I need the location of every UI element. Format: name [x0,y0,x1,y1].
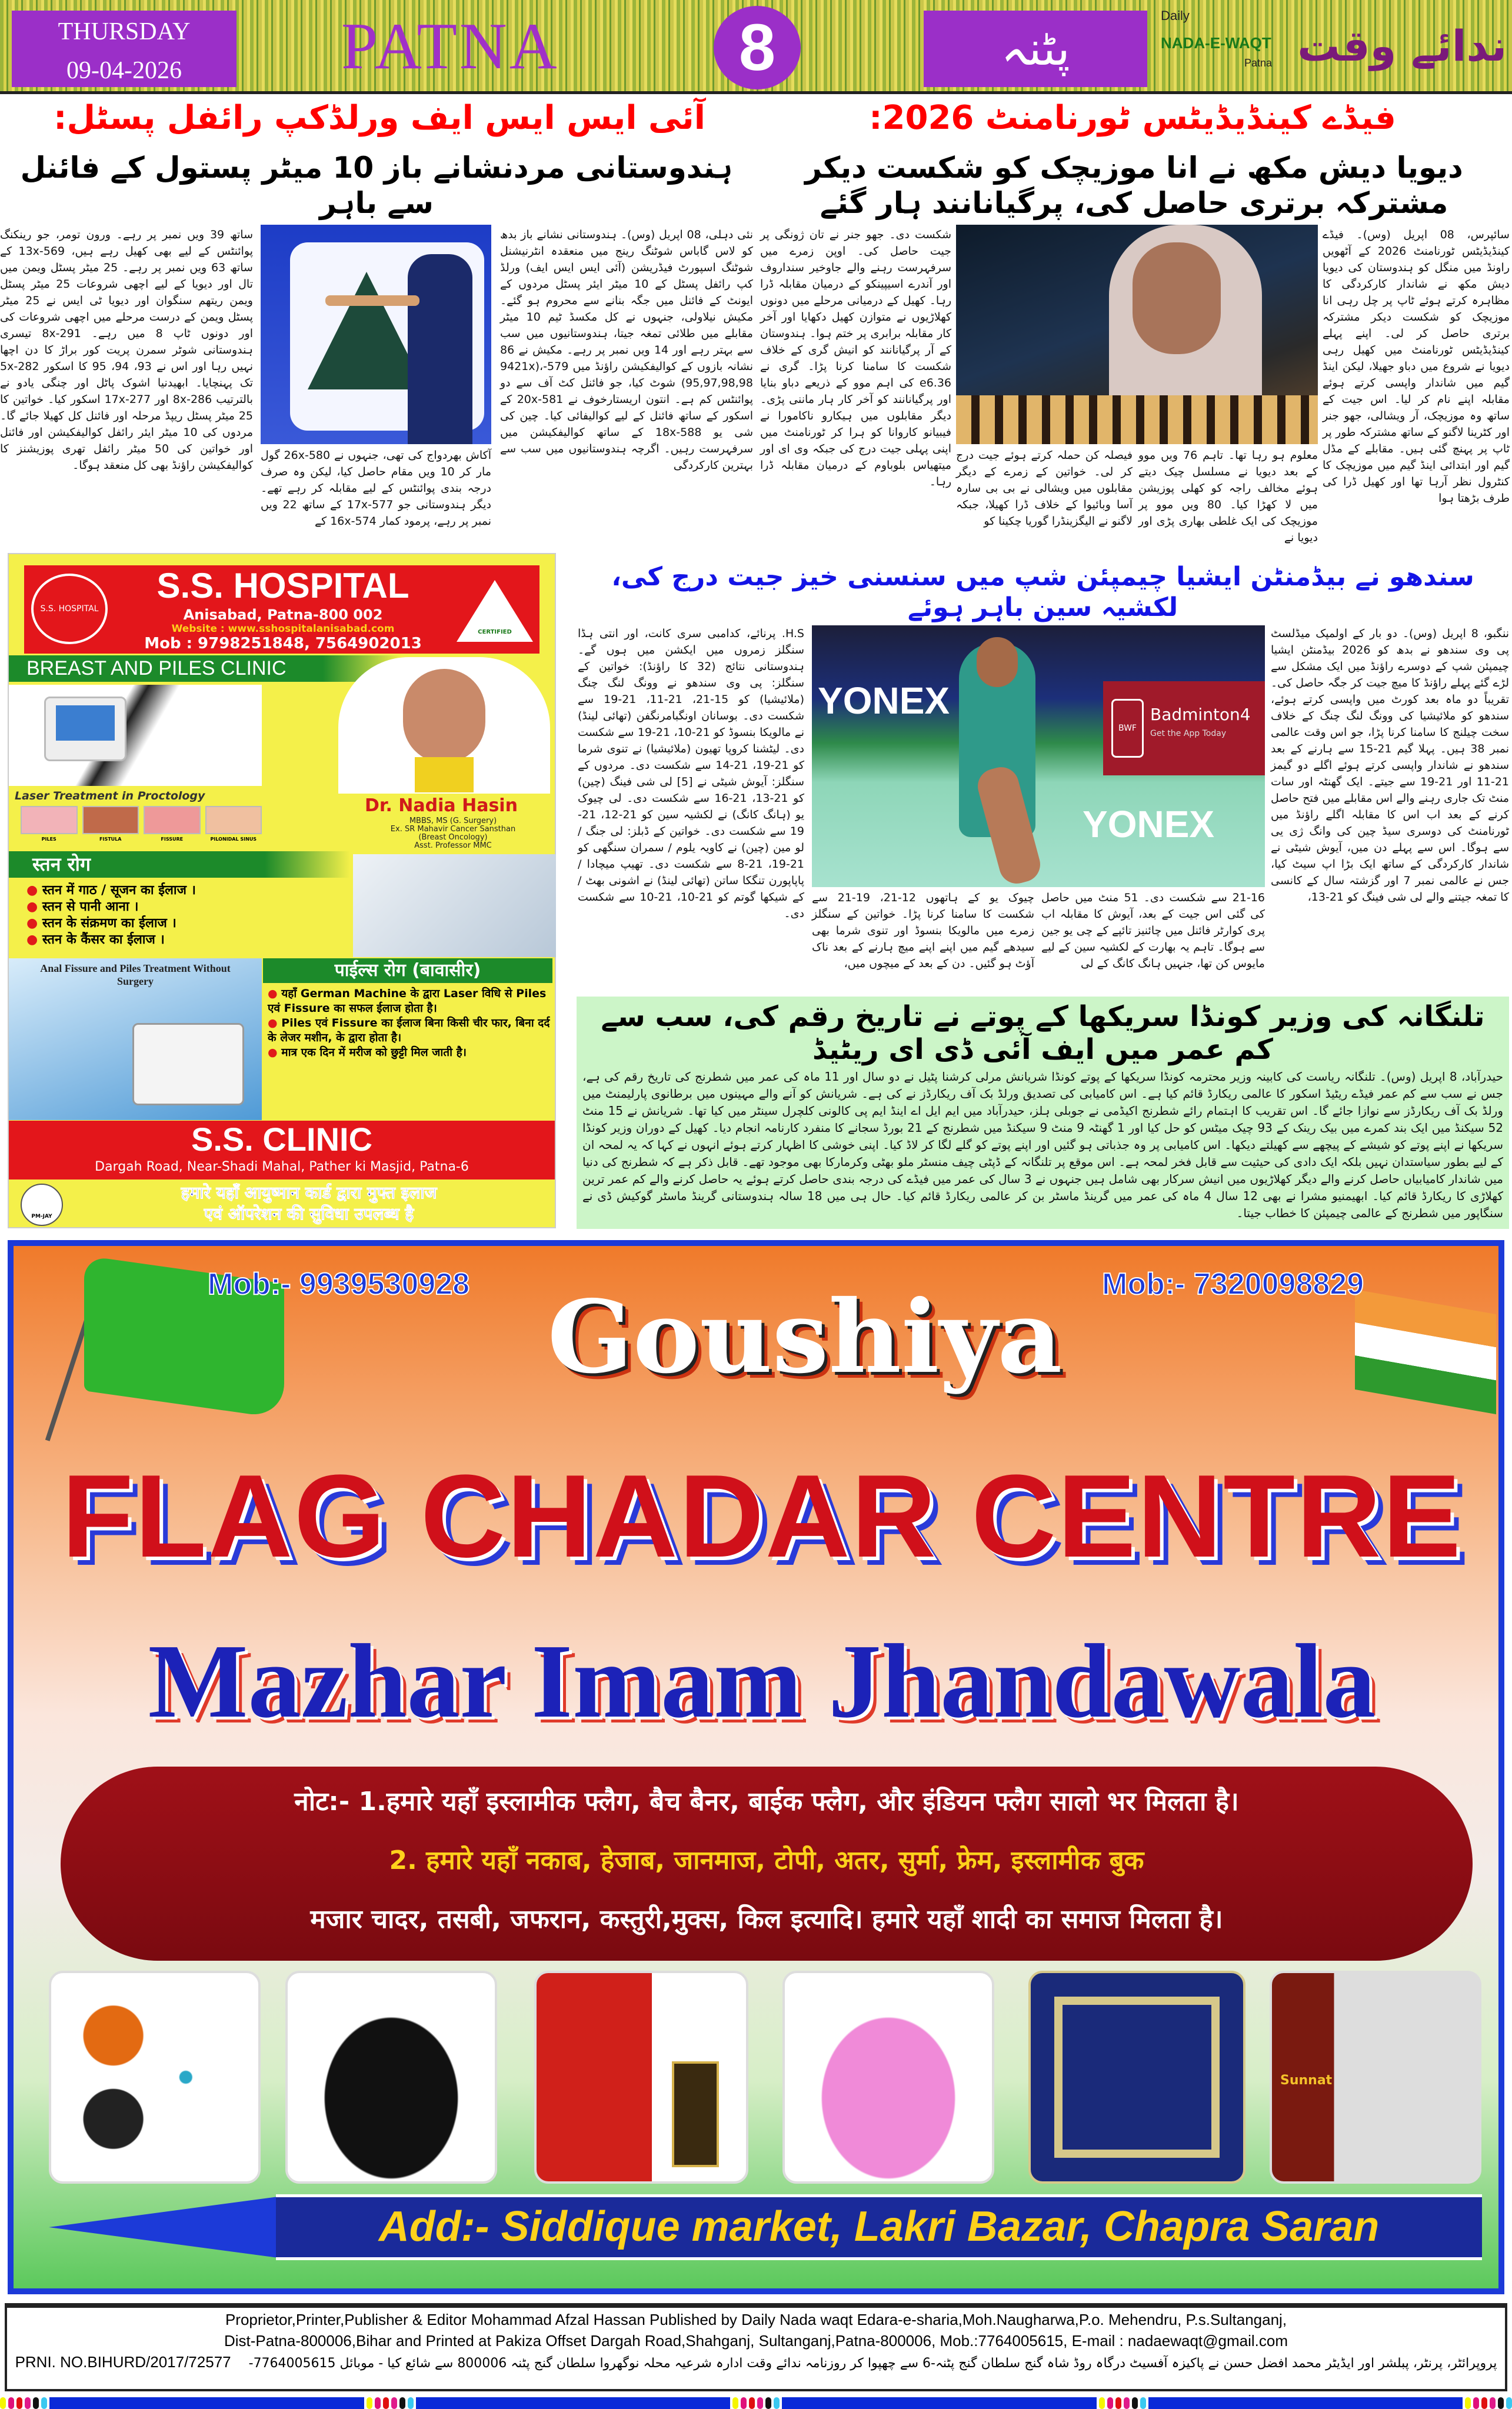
hospital-website: Website : www.sshospitalanisabad.com [171,623,395,635]
note-line: मजार चादर, तसबी, जफरान, कस्तुरी,मुक्स, किल इत्यादि। हमारे यहाँ शादी का समाज मिलता है। [310,1904,1223,1934]
page-number: 8 [714,6,801,89]
registration-dot [375,2397,381,2409]
imprint-line-2: Dist-Patna-800006,Bihar and Printed at Pakiza Offset Dargah Road,Shahganj, Sultanganj,Patna-800006, Mob.:7764005615, E-mail : nadaewaqt@gmail.com [224,2332,1288,2350]
article-chess-col1: سائپرس، 08 اپریل (وس)۔ فیڈے کینڈیڈیٹس ٹورنامنٹ 2026 کے آٹھویں راونڈ میں منگل کو ہندوستان کی دیویا دیش مکھ نے شاندار کارکردگی کا مظاہرہ کرتے ہوئے ٹاپ پر چل رہی انا موزیچک کو شکست دیکر مشترکہ برتری حاصل کر لی۔ اپنے پہلے کینڈیڈیٹس ٹورنامنٹ میں کھیل رہی دیویا نے شروع میں دباو جھیلا، لیکن اینڈ گیم میں شاندار واپسی کرتے ہوئے مقابلہ اپنے نام کر لیا۔ اس جیت کے ساتھ وہ موزیچک، آر ویشالی، جھو جنر اور کٹرینا لاگنو کے ساتھ مشترکہ طور پر ٹاپ پر پہنچ گئی ہیں۔ مقابلے کے مڈل گیم اور ابتدائی اینڈ گیم میں موزیچک کا کنٹرول نظر آرہا تھا اور کھیل ڈرا کی طرف بڑھتا ہوا [1323,228,1510,505]
shooter-photo [261,225,491,444]
title-flag-chadar-centre: FLAG CHADAR CENTRE [61,1451,1463,1582]
pmjay-logo: PM-JAY [21,1184,63,1226]
hospital-seal: S.S. HOSPITAL [31,574,108,644]
doctor-credentials [356,817,550,850]
mobile-left: Mob:- 9939530928 [208,1267,470,1301]
thumb-label: PILES [41,837,56,842]
condition-labels [21,837,262,842]
registration-dot [774,2397,780,2409]
headline-badminton: سندھو نے بیڈمنٹن ایشیا چیمپئن شپ میں سنسنی خیز جیت درج کی، لکشیہ سین باہر ہوئے [611,562,1474,622]
registration-dot [1099,2397,1105,2409]
breast-treatment-list [26,882,344,948]
laser-caption: Laser Treatment in Proctology [15,789,205,802]
bwf-logo: BWF [1111,699,1144,758]
chess-player-photo [956,225,1318,444]
registration-dot [383,2397,389,2409]
arrow-left-icon [49,2194,296,2260]
list-item: ● यहाँ German Machine के द्वारा Laser विधि से Piles एवं Fissure का सफल ईलाज होता है। [268,987,547,1015]
registration-dot [1498,2397,1504,2409]
flag-chadar-advertisement [8,1240,1504,2294]
registration-dot [391,2397,397,2409]
thumb-label: FISTULA [99,837,122,842]
issue-date: 09-04-2026 [66,57,182,84]
registration-dot [757,2397,763,2409]
fissure-treatment-image [9,958,262,1120]
article-chess-col2: معلوم ہو رہا تھا۔ تاہم 76 ویں موو کے بعد دیویا نے مسلسل چیک دیتے ہوئے مخالف راجہ کو کھلی پوزیشن میں لا کھڑا کیا۔ 80 ویں موو پر موزیچک کی ایک غلطی بھاری پڑی اور دیویا نے [1138,449,1318,544]
brand-goushiya: Goushiya [547,1278,1063,1396]
ayushman-notice [74,1182,544,1225]
hospital-header [24,565,539,654]
app-banner-text: Badminton4 [1150,705,1251,724]
app-banner-subtext: Get the App Today [1150,729,1227,738]
product-hijab [782,1971,994,2184]
registration-dot [25,2397,31,2409]
list-item: ● स्तन के संक्रमण का ईलाज । [26,916,176,931]
registration-block [49,2397,364,2409]
hospital-name: S.S. HOSPITAL [156,566,409,605]
clinic-address: Dargah Road, Near-Shadi Mahal, Pather ki Masjid, Patna-6 [95,1159,469,1174]
credential: Ex. SR Mahavir Cancer Sansthan [390,825,516,834]
registration-dot [741,2397,747,2409]
registration-dot [765,2397,771,2409]
registration-dot [1481,2397,1487,2409]
ss-clinic-band [9,1121,555,1179]
list-item: ● Piles एवं Fissure का ईलाज बिना किसी चीर फार, बिना दर्द के लेजर मशीन, के द्वारा होता है। [268,1017,550,1044]
article-badminton-col4: H.S. پرنائے، کدامبی سری کانت، اور انتی ہڈا سنگلز زمروں میں ایکشن میں ہوں گے۔ ہندوستانی نتائج (32 کا راؤنڈ): خواتین کے سنگلز: پی وی سندھو نے وونگ لنگ چنگ (ملائیشیا) کو 15-21، 21-11، 21-19 سے شکست دی۔ بوسانان اونگبامرنگفن (تھائی لینڈ) نے مالویکا بنسوڈ کو 21-10، 21-19 سے شکست دی۔ لیٹشنا کروپا تھیون (ملائیشیا) نے تنوی شرما کو 21-19، 21-14 سے شکست دی۔ مردوں کے سنگلز: آیوش شیٹی نے [5] لی شی فینگ (چین) کو 21-13، 21-16 سے شکست دی۔ لی چیوک یو (ہانگ کانگ) نے لکشیہ سین کو 21-12، 21-19 سے شکست دی۔ خواتین کے ڈبلز: لی جنگ / لو مین (چین) نے کاویہ یلوم / سمران سنگھی کو 21-19، 21-8 سے شکست دی۔ تھیپ میچادا / پاپاپورن تنگکا ساتن (تھائی لینڈ) نے اشونی بھٹ / کے شیکھا گوتم کو 21-10، 21-10 سے شکست دی۔ [578,627,805,920]
logo-daily: Daily [1161,8,1190,23]
hospital-address: Anisabad, Patna-800 002 [183,607,383,623]
doctor-name: Dr. Nadia Hasin [365,795,518,816]
registration-dot [1465,2397,1471,2409]
weekday: THURSDAY [58,18,191,45]
registration-block [782,2397,1097,2409]
article-chess-col4: شکست دی۔ جھو جنر نے تان ژونگی پر جیت حاصل کی۔ اوپن زمرے میں سرفہرست رہنے والے جاوخیر سنداروف اور آندرے اسیپینکو کے درمیان مقابلہ ڈرا رہا۔ کھیل کے درمیانی مرحلے میں دونوں کھلاڑیوں نے متوازن کھیل دکھایا اور آخر کار مقابلہ برابری پر ختم ہوا۔ ہندوستان کے آر پرگیانانند کو انیش گری کے خلاف شکست کا سامنا کرنا پڑا۔ گری نے e6.36 کی اہم موو کے ذریعے دباو بنایا اور پرگیانانند کو آخر کار ہار ماننی پڑی۔ دیگر مقابلوں میں ہیکارو ناکامورا نے فیبیانو کاروانا کو ہرا کر ٹورنامنٹ میں اپنی پہلی جیت درج کی جبکہ وی ای اور میتھیاس بلوباوم کے درمیان مقابلہ ڈرا رہا۔ [760,228,951,488]
mammography-photo [353,854,556,957]
piles-heading: पाईल्स रोग (बावासीर) [263,958,552,983]
edition-city: PATNA [341,10,559,83]
registration-dot [1124,2397,1130,2409]
imprint-line-1: Proprietor,Printer,Publisher & Editor Mohammad Afzal Hassan Published by Daily Nada waqt Edara-e-sharia,Moh.Naugharwa,P.o. Mehendru, P.s.Sultanganj, [225,2311,1287,2328]
breast-disease-heading: स्तन रोग [9,851,350,878]
breast-piles-clinic-band: BREAST AND PILES CLINIC [9,655,401,682]
imprint-footer [5,2303,1507,2391]
registration-dot [732,2397,738,2409]
registration-dot [367,2397,372,2409]
registration-dot [1506,2397,1512,2409]
thumb-label: PILONIDAL SINUS [210,837,257,842]
registration-dot [399,2397,405,2409]
logo-city: Patna [1244,57,1273,69]
yonex-banner: YONEX [1083,803,1215,845]
mobile-right: Mob:- 7320098829 [1102,1267,1364,1301]
clinic-name: S.S. CLINIC [191,1121,373,1158]
note-line: नोट:- 1.हमारे यहाँ इस्लामीक फ्लैग, बैच बैनर, बाईक फ्लैग, और इंडियन फ्लैग सालो भर मिलता है। [294,1787,1239,1817]
product-prayer-mat [1028,1971,1245,2184]
telangana-article [577,997,1509,1229]
headline-shooting: ہندوستانی مردنشانے باز 10 میٹر پستول کے فائنل سے باہر [20,151,733,220]
registration-block [416,2397,731,2409]
section-head-shooting: آئی ایس ایس ایف ورلڈکپ رائفل پسٹل: [54,99,705,137]
note-line: 2. हमारे यहाँ नकाब, हेजाब, जानमाज, टोपी, अतर, सुर्मा, फ्रेम, इस्लामीक बुक [389,1845,1144,1875]
credential: Asst. Professor MMC [414,841,492,850]
registration-dot [41,2397,47,2409]
article-chess-col3: فیصلہ کن حملہ کرتے ہوئے جیت درج کر لی۔ خواتین کے زمرے کے دیگر مقابلوں میں ویشالی نے بی بی سارہ آسا وبائیوا کے خلاف ڈرا کھیلا، جبکہ لاگنو نے الیگزینڈرا گوریا چکینا کو [956,449,1133,528]
yonex-banner: YONEX [818,679,950,722]
article-shooting-col2: آکاش بھردواج کی تھی، جنہوں نے 580-26x گول مار کر 10 ویں مقام حاصل کیا، لیکن وہ صرف درجہ بندی پوائنٹس کے لیے مقابلہ کر رہے تھے۔ دیگر ہندوستانی جو 577-17x کے ساتھ 22 ویں نمبر پر رہے، پرمود کمار 574-16x کے [261,449,491,528]
color-registration-bar [0,2397,1512,2409]
surma-label: Sunnat [1280,2073,1333,2088]
headline-telangana: تلنگانہ کی وزیر کونڈا سریکھا کے پوتے نے تاریخ رقم کی، سب سے کم عمر میں ایف آئی ڈی ای ریٹیڈ [601,1000,1485,1066]
newspaper-logo [1156,5,1509,91]
certified-badge-text: CERTIFIED [478,629,512,635]
owner-name: Mazhar Imam Jhandawala [148,1622,1376,1740]
registration-block [1148,2397,1463,2409]
edition-city-urdu: پٹنہ [924,11,1147,87]
registration-dot [1132,2397,1138,2409]
logo-urdu: ندائے وقت [1297,21,1507,71]
list-item: ● स्तन में गाठ / सूजन का ईलाज । [26,883,196,898]
registration-dot [1490,2397,1496,2409]
article-shooting-col1: نئی دہلی، 08 اپریل (وس)۔ ہندوستانی نشانے باز بدھ کو لاس گاباس شوٹنگ رینج میں منعقدہ انٹرنیشنل شوٹنگ اسپورٹ فیڈریشن (آئی ایس ایس ایف) ورلڈ کپ رائفل پسٹل کے 10 میٹر ایئر پسٹل مردوں کے ایونٹ کے فائنل میں جگہ بنانے سے محروم ہو گئے۔ مکیش نیلاولی، جنہوں نے کل مکسڈ ٹیم 10 میٹر مقابلے میں طلائی تمغہ جیتا، ہندوستانیوں میں سب سے بہتر رہے اور 14 ویں نمبر پر رہے۔ مکیش نے 86 نشانہ بازوں کے کوالیفکیشن راؤنڈ میں 579-9421x)، (95,97,98,98 شوٹ کیا، جو فائنل کٹ آف سے دو پوائنٹس کم ہے۔ انتون اریستارخوف نے 581-20x کے اسکور کے ساتھ فائنل کے لیے کوالیفائی کیا۔ چین کی شی یو 588-18x کے ساتھ کوالیفکیشن میں سرفہرست رہیں۔ اگرچہ ہندوستانیوں میں سب سے بہترین کارکردگی [500,228,754,472]
prni-number: PRNI. NO.BIHURD/2017/72577 [15,2353,231,2371]
thumb-label: FISSURE [161,837,184,842]
date-box [12,11,237,87]
ayushman-line: हमारे यहाँ आयुष्मान कार्ड द्वारा मुफ्त इलाज [181,1183,437,1202]
indian-flag-icon [1355,1290,1496,1414]
article-shooting-col3: ساتھ 39 ویں نمبر پر رہے۔ ورون تومر، جو رینکنگ پوائنٹس کے لیے بھی کھیل رہے ہیں، 569-13x کے ساتھ 63 ویں نمبر پر رہے۔ 25 میٹر پسٹل ویمن میں تال اور دیویا کے لیے اچھی شروعات 25 میٹر پسٹل ویمن ریتھم سنگوان اور دیویا ٹی ایس نے 25 میٹر پسٹل ویمن کے درست مرحلے میں اچھی شروعات کی اور دونوں ٹاپ 8 میں رہے۔ 291-8x تیسری ہندوستانی شوٹر سمرن پریت کور براڑ کا دن اچھا نہیں رہا اور اس نے 93، 94، 95 کا اسکور 282-5x تک پہنچایا۔ ابھیدنیا اشوک پاٹل اور چنگی یادو نے بالترتیب 286-8x اور 277-17x اسکور کیا۔ خواتین کا 25 میٹر پسٹل ریپڈ مرحلہ اور فائنل کل کھیلا جائے گا۔ مردوں کی 10 میٹر ایئر رائفل کوالیفکیشن اور فائنل اور خواتین کی 50 میٹر رائفل تھری پوزیشنز کا کوالیفکیشن راؤنڈ بھی کل منعقد ہوگا۔ [0,228,254,472]
registration-dot [8,2397,14,2409]
hospital-advertisement [8,553,556,1228]
notes-panel [61,1767,1473,1961]
list-item: ● स्तन के कैंसर का ईलाज । [26,932,165,947]
list-item: ● स्तन से पानी आना । [26,899,139,914]
ayushman-line: एवं ऑपरेशन की सुविधा उपलब्ध है [204,1204,414,1224]
registration-dot [33,2397,39,2409]
product-surma [1270,1971,1481,2184]
article-badminton-col1: ننگبو، 8 اپریل (وس)۔ دو بار کے اولمپک میڈلسٹ پی وی سندھو نے بدھ کو 2026 بیڈمنٹن ایشیا چیمپئن شپ کے دوسرے راؤنڈ میں ایک مشکل سے لڑے گئے پہلے راؤنڈ کا میچ جیت کر جگہ حاصل کی۔ تقریباً دو ماہ بعد کورٹ میں واپسی کرتے ہوئے، سندھو کو ملائیشیا کی وونگ لنگ چنگ کے خلاف سخت چیلنج کا سامنا کرنا پڑا، جو اس وقت عالمی نمبر 38 ہیں۔ پہلا گیم 21-15 سے ہارنے کے بعد سندھو نے شاندار واپسی کرتے ہوئے اگلے دو گیمز 21-11 اور 21-19 سے جیتے۔ ایک گھنٹہ اور سات منٹ تک جاری رہنے والے اس مقابلے میں فتح حاصل کرنے کے بعد اب اس کا مقابلہ اگلے راؤنڈ میں ٹورنامنٹ کی دوسری سیڈ چین کی وانگ ژی یی سے ہوگا۔ اس سے پہلے دن میں، آیوش شیٹی نے شاندار کارکردگی کے ساتھ ایک بڑا اپ سیٹ کیا، جس نے عالمی نمبر 7 اور گزشتہ سال کے کانسی کا تمغہ جیتنے والے لی شی فینگ کو 21-13، [1271,627,1510,904]
registration-dot [1140,2397,1146,2409]
registration-dot [408,2397,414,2409]
fissure-caption: Anal Fissure and Piles Treatment Without Surgery [40,962,231,987]
masthead [0,0,1512,94]
article-badminton-col3: چیوک یو کے ہاتھوں 12-21، 19-21 سے شکست کا سامنا کرنا پڑا۔ خواتین کے سنگلز زمرے میں مالویکا بنسوڈ اور تنوی شرما بھی سیدھے گیم میں اپنے اپنے میچ ہارنے کے بعد ناک آؤٹ ہو گئیں۔ دن کے بعد کے میچوں میں، [812,891,1035,970]
section-head-chess: فیڈے کینڈیڈیٹس ٹورنامنٹ 2026: [869,99,1396,137]
badminton-player-photo [812,625,1265,887]
product-niqab [285,1971,497,2184]
credential: (Breast Oncology) [418,833,488,842]
article-badminton-col2: 21-16 سے شکست دی۔ 51 منٹ میں حاصل کی گئی اس جیت کے بعد، آیوش کا مقابلہ اب پری کوارٹر فائنل میں چائنیز تائپے کے چی یو جین سے ہوگا۔ تاہم یہ بھارت کے لکشیہ سین کے لیے مایوس کن تھا، جنہیں ہانگ کانگ کے لی [1041,891,1265,970]
bwf-banner [1103,681,1265,775]
article-telangana-body: حیدرآباد، 8 اپریل (وس)۔ تلنگانہ ریاست کی کابینہ وزیر محترمہ کونڈا سریکھا کے پوتے کونڈا شریانش مرلی کرشنا پٹیل نے دو سال اور 11 ماہ کی عمر میں شطرنج کی تاریخ رقم کی ہے، جس نے سب سے کم عمر فیڈے ریٹیڈ اسکور کا عالمی ریکارڈ قائم کیا ہے۔ اس کامیابی کی تصدیق ورلڈ بک آف ریکارڈز نے کی ہے۔ شریانش کو آنے والے مہینوں میں برطانوی پارلیمنٹ میں ورلڈ بک آف ریکارڈز سے نوازا جائے گا۔ اس تقریب کا اہتمام رائے شطرنج اکیڈمی نے جوبلی ہلز، حیدرآباد میں ایم ایل اے اینڈ ایم پی کالونی کلچرل سینٹر میں کیا تھا۔ شریانش نے 15 منٹ 52 سیکنڈ میں ایک بند کمرے میں بیک رینک کے 93 چیک میٹس کو حل کیا اور 1 گھنٹہ 9 منٹ 9 سیکنڈ میں شطرنج کے 21 بورڈ سجانے کا منفرد کارنامہ انجام دیا۔ کھیل کے دوران وزیر کونڈا سریکھا نے اپنے پوتے کو شیشے کے پیچھے سے کھیلتے دیکھا۔ اس کامیابی پر وہ جذباتی ہو گئیں اور اپنے پوتے کو گلے لگا کر لاڈ کیا۔ اپنی خوشی کا اظہار کرتے ہوئے انہوں نے کہا کہ یہ لمحہ ان کے لیے بطور سیاستدان نہیں بلکہ ایک دادی کی حیثیت سے قابل فخر لمحہ ہے۔ اس موقع پر تلنگانہ کے ڈپٹی چیف منسٹر ملو بھٹی وکرمارکا بھی موجود تھے۔ قابل ذکر ہے کہ شطرنج کی دنیا میں شاندار کامیابیاں حاصل کرنے والے دیگر کھلاڑیوں میں انیش سرکار بھی شامل ہیں جنہوں نے 3 سال کی عمر میں فیڈے کی درجہ بندی حاصل کرتے ہوئے یہ حاصل کرنے والے کم عمر ترین کھلاڑی کا ریکارڈ قائم کیا۔ ابھیمنیو مشرا نے بھی 12 سال 4 ماہ کی عمر میں گرینڈ ماسٹر بن کر عالمی ریکارڈ قائم کیا۔ حال ہی میں 18 سالہ ہندوستانی گرینڈ ماسٹر گوکیش ڈی نے سنگاپور میں شطرنج کے عالمی چیمپئن کا خطاب جیتا۔ [582,1069,1504,1220]
condition-thumbnails [21,806,262,834]
laser-equipment-image [9,685,262,786]
hospital-mobile: Mob : 9798251848, 7564902013 [144,635,422,652]
credential: MBBS, MS (G. Surgery) [409,817,497,825]
headline-chess: دیویا دیش مکھ نے انا موزیچک کو شکست دیکر مشترکہ برتری حاصل کی، پرگیانانند ہار گئے [805,151,1463,220]
imprint-urdu: پروپرائٹر، پرنٹر، پبلشر اور ایڈیٹر محمد افضل حسن نے پاکیزہ آفسیٹ درگاہ روڈ شاہ گنج سلطان گنج پٹنہ-6 سے چھپوا کر روزنامہ ندائے وقت ادارہ شرعیہ محلہ نوگھروا سلطان گنج پٹنہ 800006 سے شائع کیا - موبائل 7764005615- [248,2356,1497,2371]
registration-dot [749,2397,755,2409]
product-caps-tasbih [49,1971,261,2184]
shop-address: Add:- Siddique market, Lakri Bazar, Chapra Saran [276,2194,1482,2260]
registration-dot [1115,2397,1121,2409]
list-item: ● मात्र एक दिन में मरीज को छुट्टी मिल जाती है। [268,1046,467,1059]
registration-dot [16,2397,22,2409]
registration-dot [1473,2397,1479,2409]
registration-dot [0,2397,6,2409]
product-attar [534,1971,748,2184]
logo-name: NADA-E-WAQT [1161,34,1271,52]
registration-dot [1107,2397,1113,2409]
doctor-photo [338,657,550,794]
piles-treatment-list [268,987,550,1060]
